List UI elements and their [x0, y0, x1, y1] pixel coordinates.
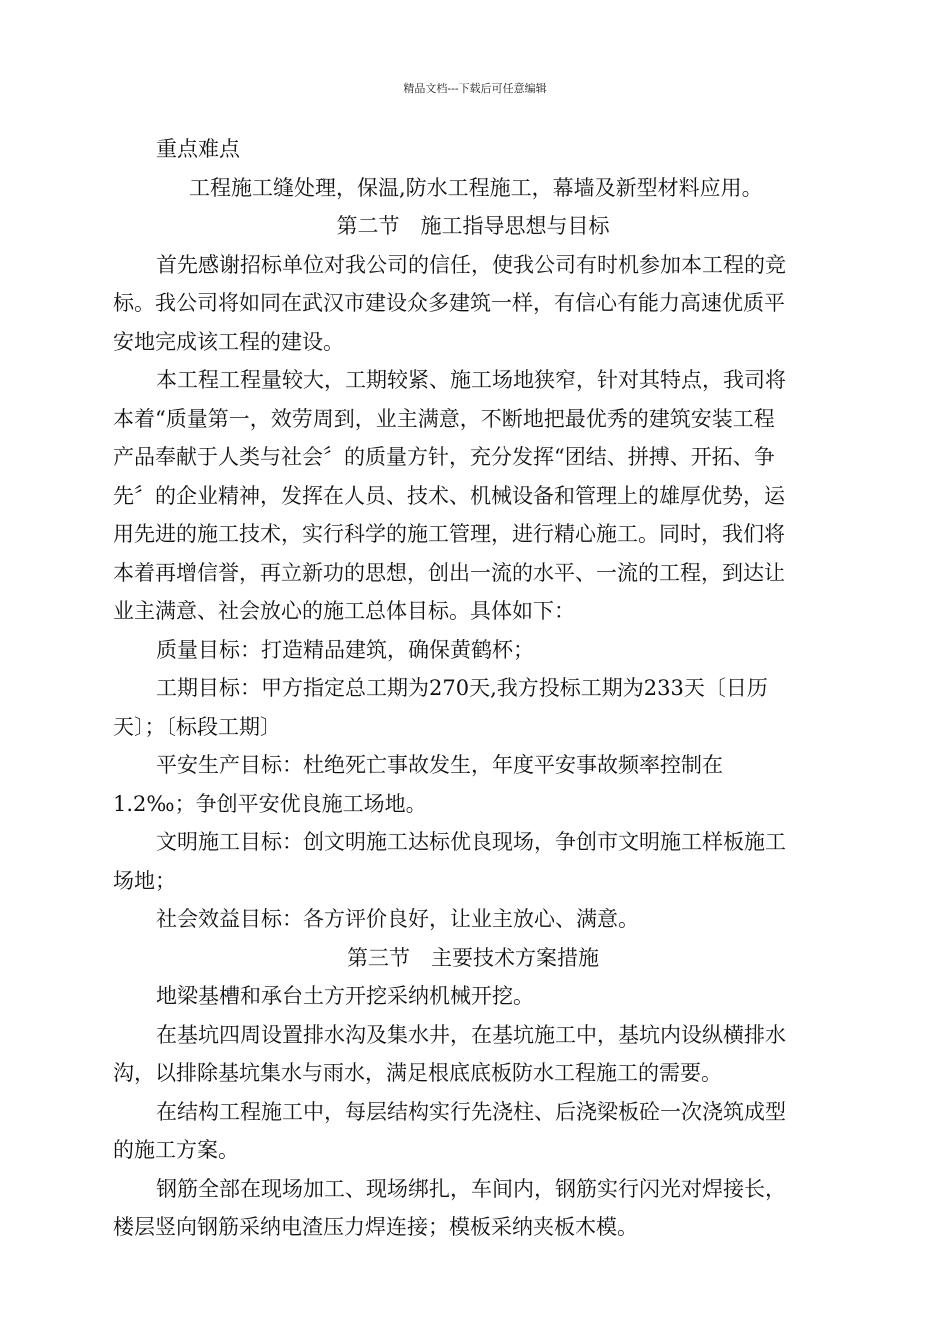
text-line: 工期目标：甲方指定总工期为270天,我方投标工期为233天〔日历 — [156, 676, 768, 700]
text-line: 工程施工缝处理，保温,防水工程施工，幕墙及新型材料应用。 — [189, 175, 763, 200]
page-header: 精品文档---下载后可任意编辑 — [403, 82, 547, 95]
text-line: 本着“质量第一，效劳周到，业主满意，不断地把最优秀的建筑安装工程 — [113, 406, 775, 431]
text-line: 产品奉献于人类与社会〞的质量方针，充分发挥“团结、拼搏、开拓、争 — [113, 445, 775, 469]
text-line: 文明施工目标：创文明施工达标优良现场，争创市文明施工样板施工 — [156, 830, 786, 854]
section-heading: 第二节 施工指导思想与目标 — [336, 214, 610, 238]
text-line: 重点难点 — [156, 137, 240, 161]
text-line: 标。我公司将如同在武汉市建设众多建筑一样，有信心有能力高速优质平 — [113, 291, 785, 315]
text-line: 在基坑四周设置排水沟及集水井，在基坑施工中，基坑内设纵横排水 — [156, 1022, 786, 1047]
section-heading: 第三节 主要技术方案措施 — [347, 945, 599, 970]
text-line: 钢筋全部在现场加工、现场绑扎，车间内，钢筋实行闪光对焊接长， — [156, 1176, 786, 1201]
text-line: 的施工方案。 — [113, 1138, 239, 1162]
text-line: 沟，以排除基坑集水与雨水，满足根底底板防水工程施工的需要。 — [113, 1061, 722, 1085]
text-line: 天〕；〔标段工期〕 — [113, 714, 281, 739]
text-line: 安地完成该工程的建设。 — [113, 329, 344, 354]
text-line: 用先进的施工技术，实行科学的施工管理，进行精心施工。同时，我们将 — [113, 522, 785, 546]
text-line: 本工程工程量较大，工期较紧、施工场地狭窄，针对其特点，我司将 — [156, 368, 786, 392]
document-body — [113, 130, 833, 1247]
text-line: 楼层竖向钢筋采纳电渣压力焊连接；模板采纳夹板木模。 — [113, 1215, 638, 1239]
text-line: 场地； — [113, 868, 176, 893]
text-line: 先〞的企业精神，发挥在人员、技术、机械设备和管理上的雄厚优势，运 — [113, 483, 785, 508]
text-line: 1.2‰；争创平安优良施工场地。 — [113, 791, 427, 816]
text-line: 平安生产目标：杜绝死亡事故发生，年度平安事故频率控制在 — [156, 753, 723, 777]
text-line: 业主满意、社会放心的施工总体目标。具体如下： — [113, 599, 575, 623]
text-line: 地梁基槽和承台土方开挖采纳机械开挖。 — [156, 984, 534, 1008]
text-line: 在结构工程施工中，每层结构实行先浇柱、后浇梁板砼一次浇筑成型 — [156, 1099, 786, 1124]
text-line: 首先感谢招标单位对我公司的信任，使我公司有时机参加本工程的竞 — [156, 252, 786, 277]
text-line: 社会效益目标：各方评价良好，让业主放心、满意。 — [156, 907, 639, 931]
text-line: 质量目标：打造精品建筑，确保黄鹤杯； — [156, 637, 534, 662]
text-line: 本着再增信誉，再立新功的思想，创出一流的水平、一流的工程，到达让 — [113, 560, 785, 585]
